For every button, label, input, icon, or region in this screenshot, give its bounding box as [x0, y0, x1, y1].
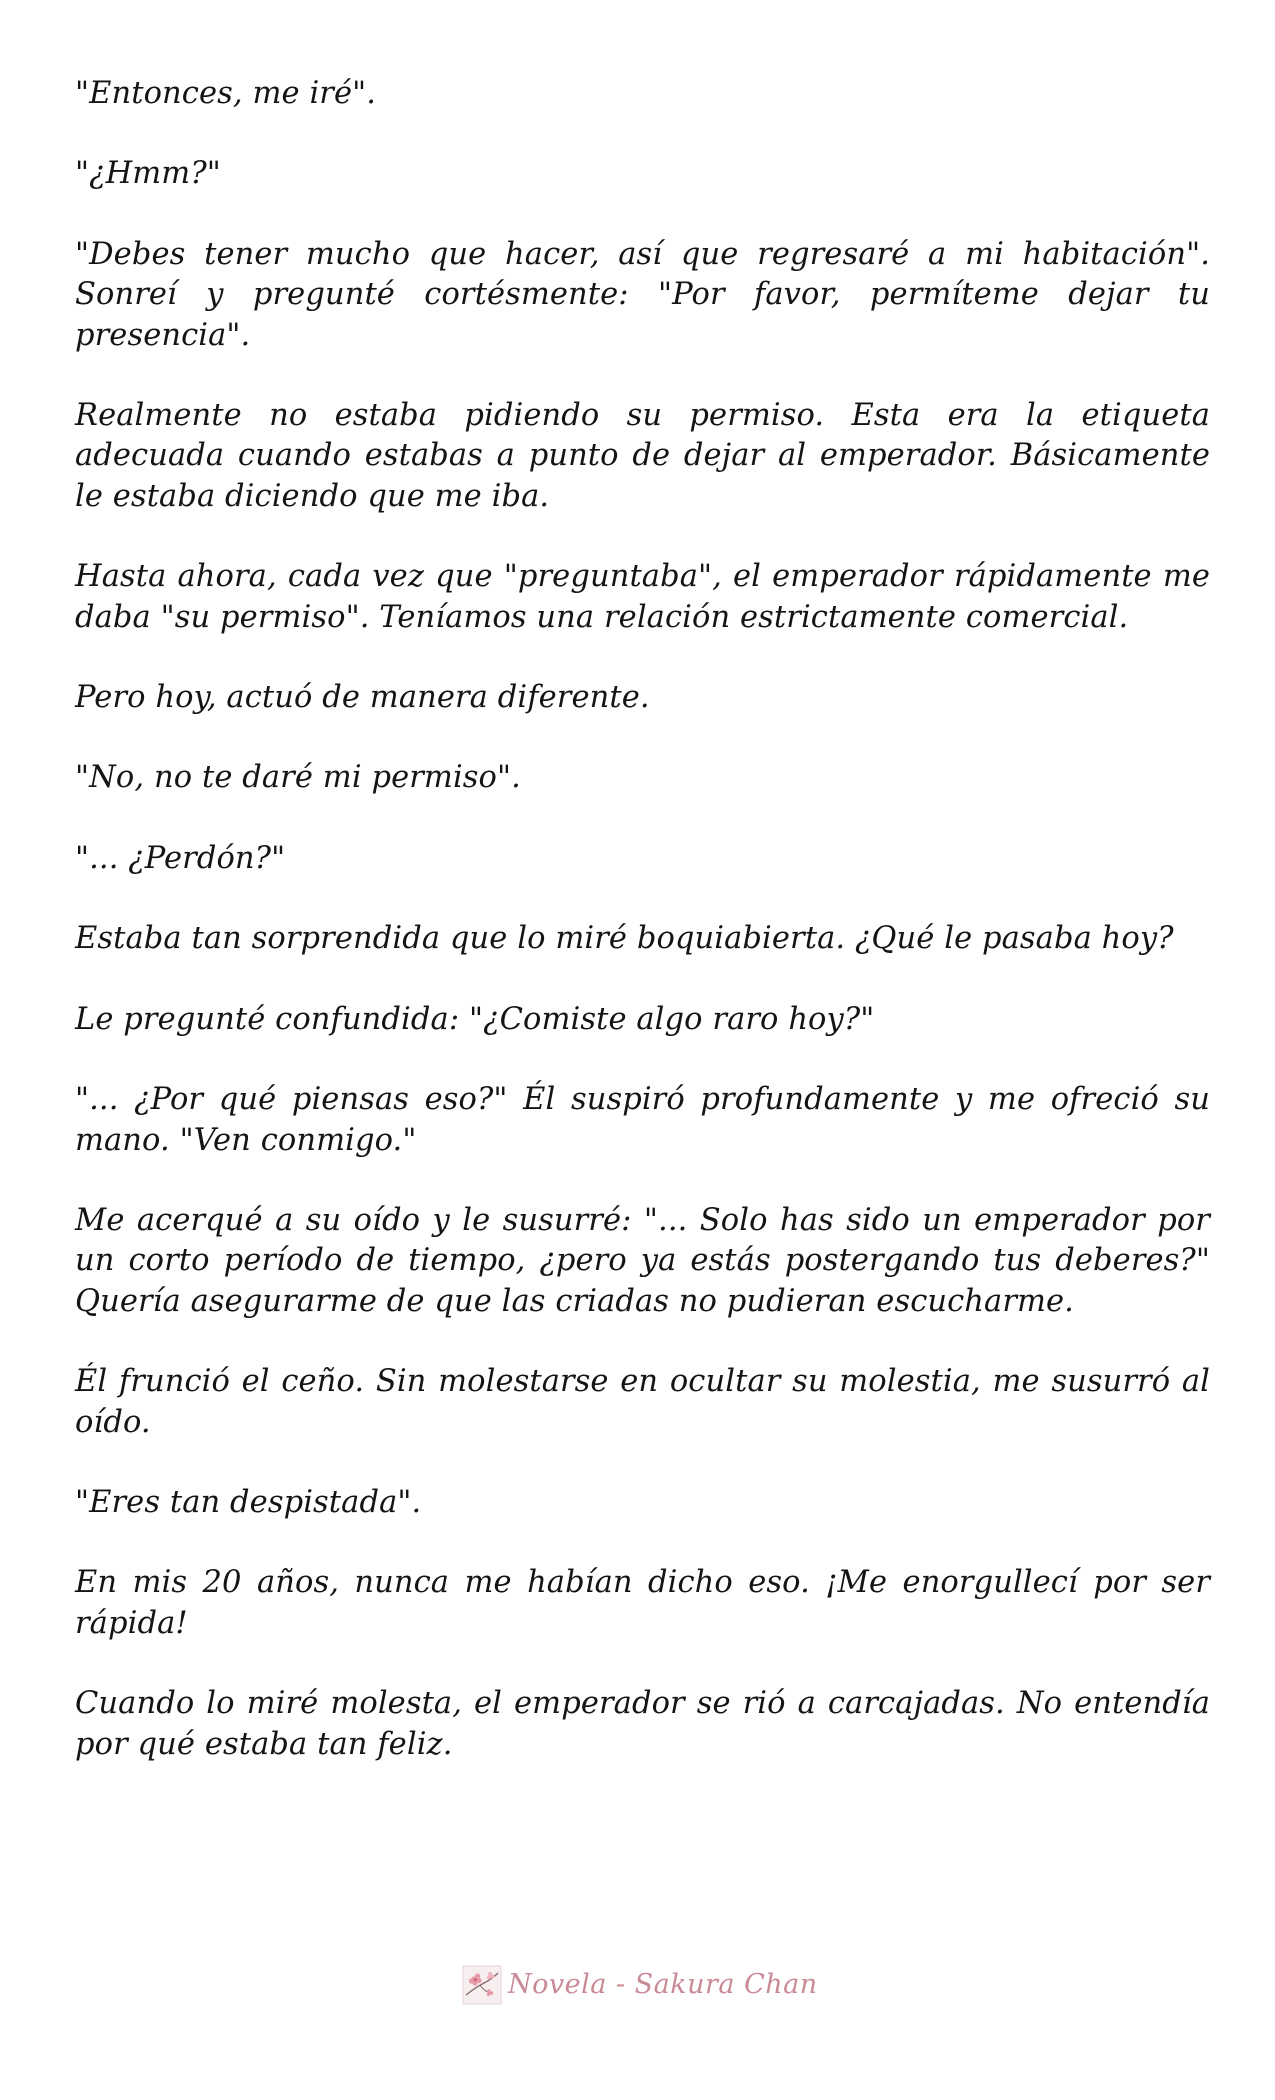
paragraph: Realmente no estaba pidiendo su permiso. Esta era la etiqueta adecuada cuando estabas a punto de dejar al emperador. Básicamente le estaba diciendo que me iba.	[75, 398, 1210, 514]
paragraph: Le pregunté confundida: "¿Comiste algo raro hoy?"	[75, 1001, 875, 1037]
paragraph: Hasta ahora, cada vez que "preguntaba", el emperador rápidamente me daba "su permiso". Teníamos una relación estrictamente comercial.	[75, 559, 1210, 635]
paragraph: Me acerqué a su oído y le susurré: "... Solo has sido un emperador por un corto período de tiempo, ¿pero ya estás postergando tus deberes?" Quería asegurarme de que las criadas no pudieran escucharme.	[75, 1202, 1210, 1319]
paragraph: Pero hoy, actuó de manera diferente.	[75, 680, 650, 716]
paragraph: "... ¿Por qué piensas eso?" Él suspiró profundamente y me ofreció su mano. "Ven conmigo."	[75, 1082, 1210, 1158]
paragraph: "No, no te daré mi permiso".	[75, 760, 521, 796]
watermark	[462, 1965, 818, 2005]
document-body	[75, 74, 1210, 1805]
paragraph: "Debes tener mucho que hacer, así que regresaré a mi habitación". Sonreí y pregunté cortésmente: "Por favor, permíteme dejar tu presencia".	[75, 236, 1210, 353]
paragraph: "... ¿Perdón?"	[75, 840, 286, 876]
paragraph: "¿Hmm?"	[75, 156, 221, 192]
cherry-blossom-icon	[462, 1965, 502, 2005]
paragraph: "Entonces, me iré".	[75, 76, 377, 111]
paragraph: En mis 20 años, nunca me habían dicho eso. ¡Me enorgullecí por ser rápida!	[75, 1565, 1210, 1641]
paragraph: "Eres tan despistada".	[75, 1484, 422, 1520]
watermark-text: Novela - Sakura Chan	[508, 1969, 818, 2000]
paragraph: Él frunció el ceño. Sin molestarse en ocultar su molestia, me susurró al oído.	[75, 1364, 1210, 1440]
paragraph: Cuando lo miré molesta, el emperador se rió a carcajadas. No entendía por qué estaba tan feliz.	[75, 1686, 1210, 1762]
paragraph: Estaba tan sorprendida que lo miré boquiabierta. ¿Qué le pasaba hoy?	[75, 921, 1174, 957]
